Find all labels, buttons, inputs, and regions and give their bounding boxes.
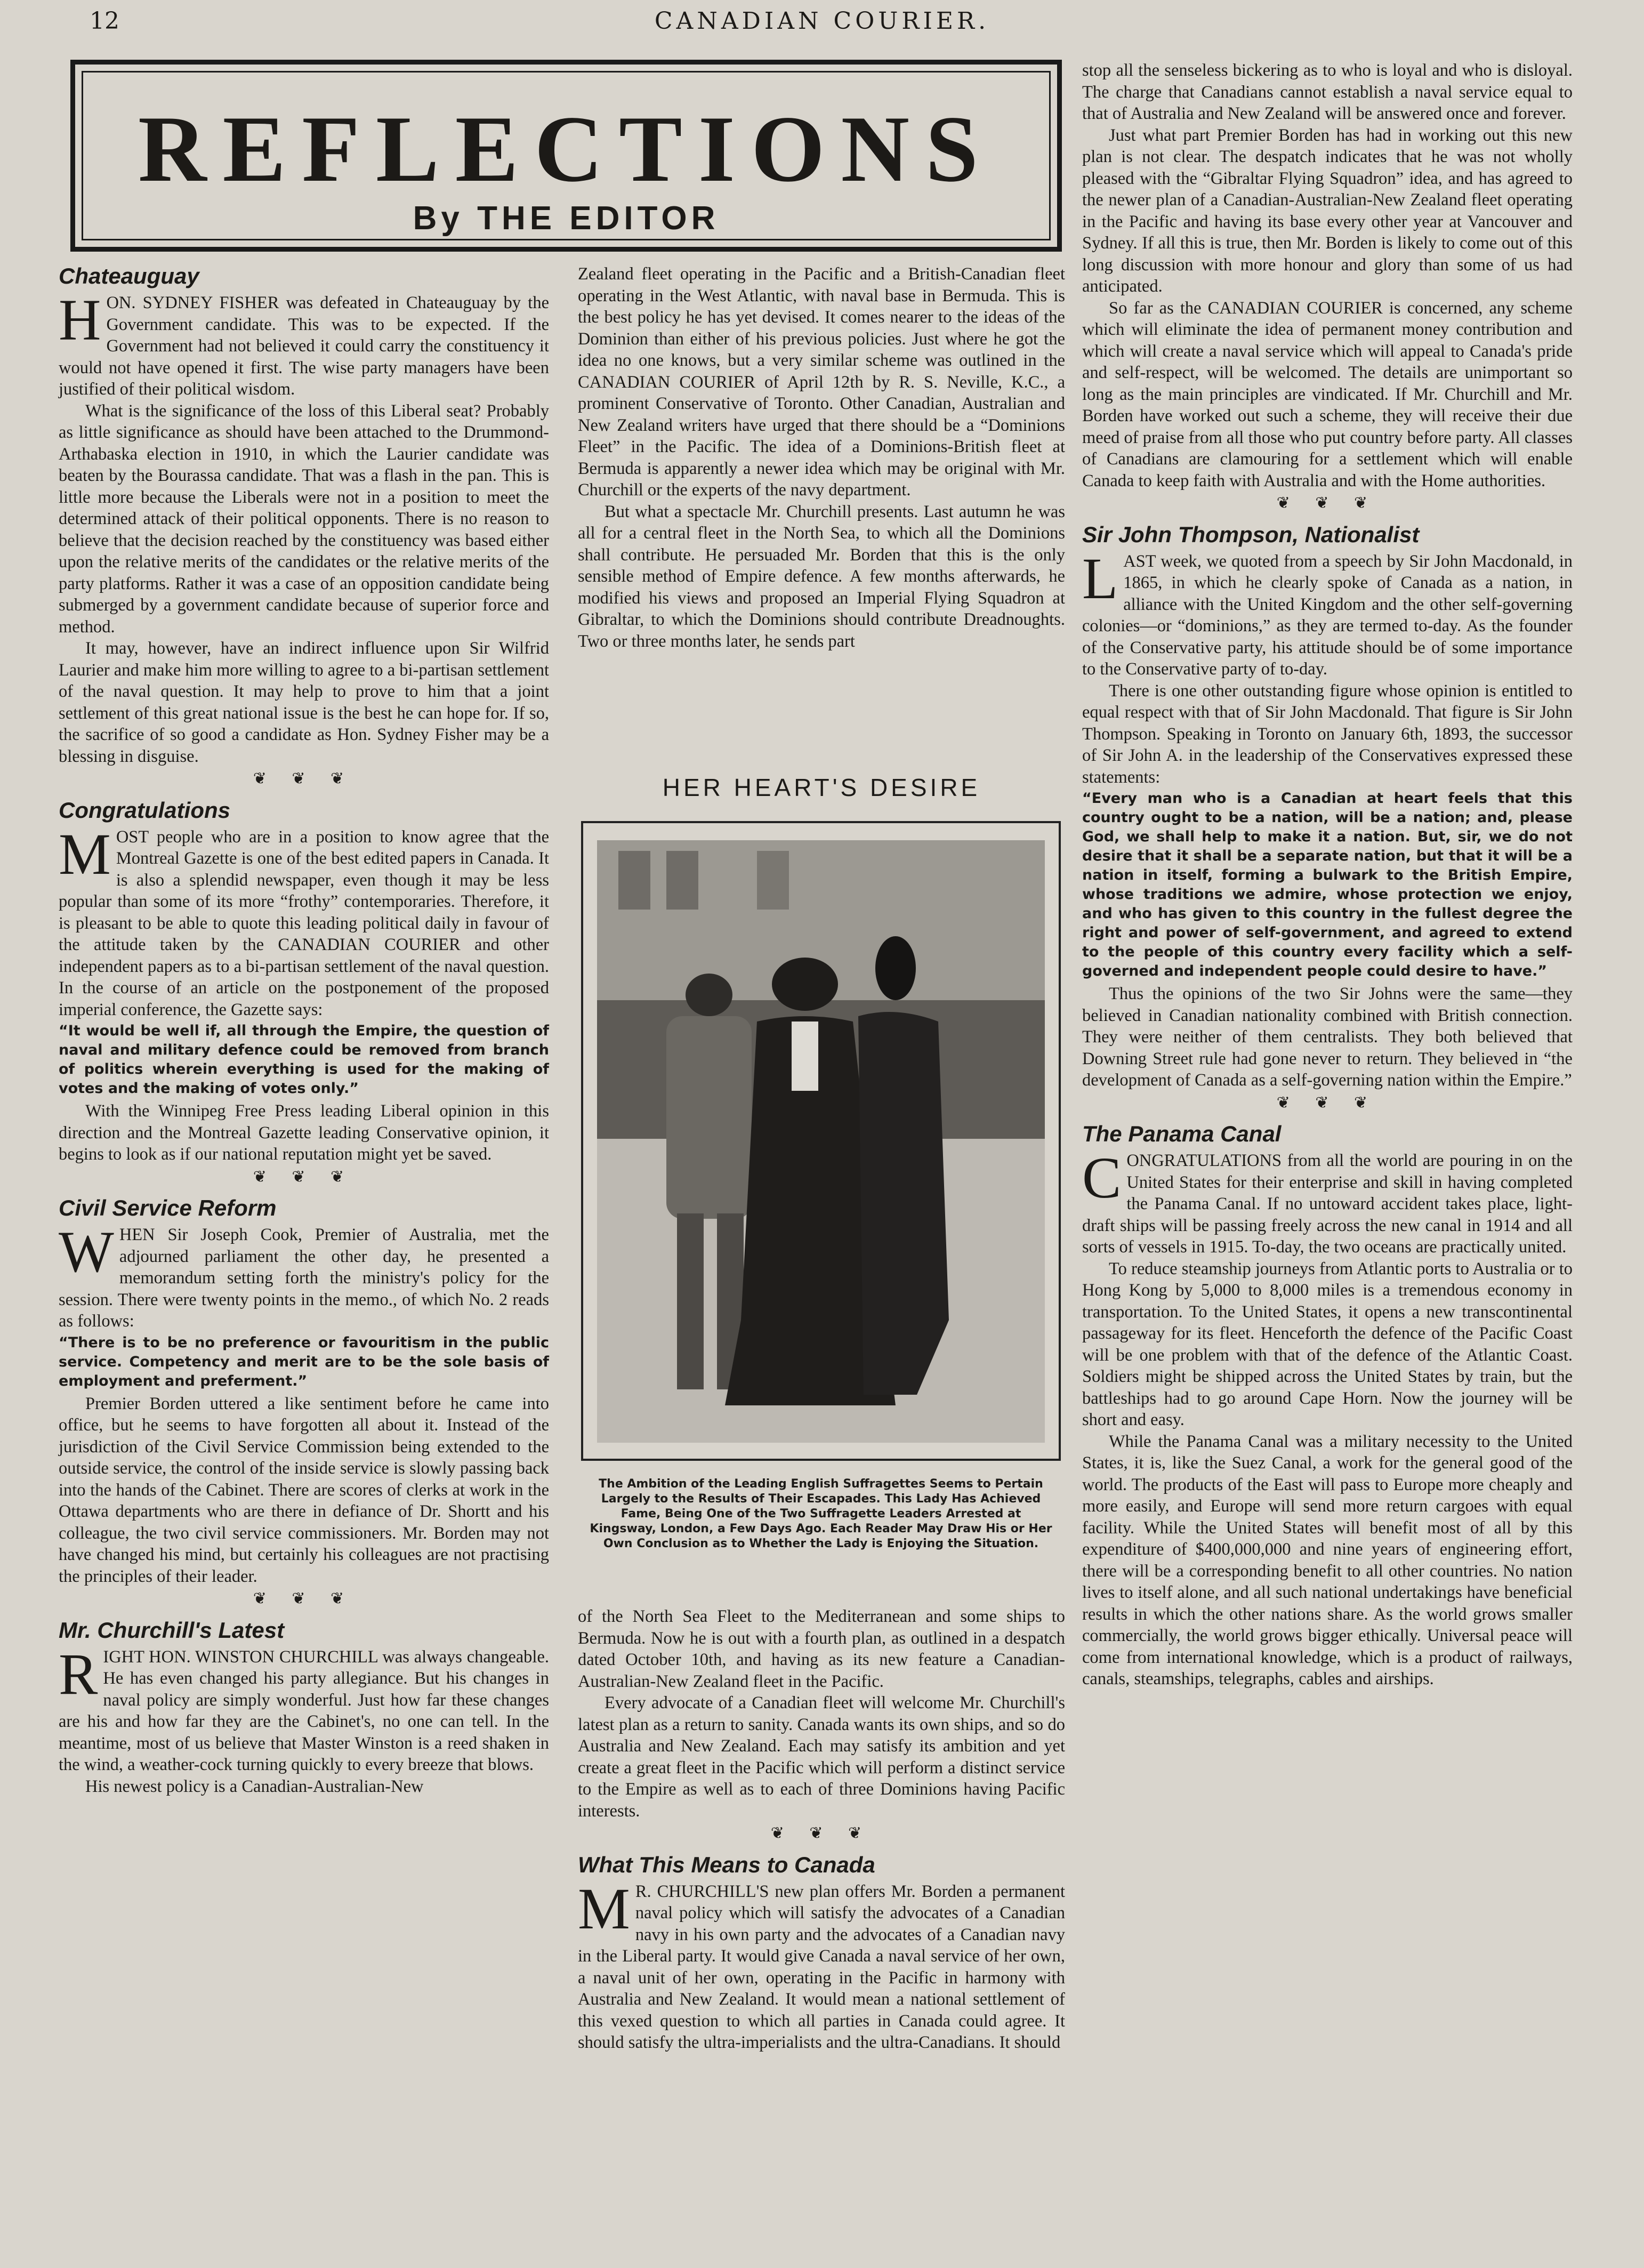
paragraph-text: R. CHURCHILL'S new plan offers Mr. Borden a permanent naval policy which will satisfy the advocates of a Canadian navy in his own party and the advocates of a Canadian navy in the Liberal party. It would give Canada a naval service of her own, a naval unit of her own, operating in the Pacific in harmony with Australia and New Zealand. It would mean a national settlement of this vexed question to which all parties in Canada could agree. It should satisfy the ultra-imperialists and the ultra-Canadians. It should (578, 1881, 1065, 2052)
paragraph: Thus the opinions of the two Sir Johns were the same—they believed in Canadian nationality combined with British connection. They were neither of them centralists. They both believed that Downing Street rule had gone never to return. They believed in “the development of Canada as a self-governing nation within the Empire.” (1082, 984, 1573, 1090)
photo-caption: The Ambition of the Leading English Suffragettes Seems to Pertain Largely to the Results of Their Escapades. This Lady Has Achieved Fame, Being One of the Two Suffragette Leaders Arrested at Kingsway, London, a Few Days Ago. Each Reader May Draw His or Her Own Conclusion as to Whether the Lady is Enjoying the Situation. (590, 1477, 1052, 1550)
photo-heading: HER HEART'S DESIRE (662, 774, 981, 801)
paragraph: of the North Sea Fleet to the Mediterranean and some ships to Bermuda. Now he is out with a fourth plan, as outlined in a despatch dated October 10th, and having as its new feature a Canadian-Australian-New Zealand fleet in the Pacific. (578, 1607, 1065, 1691)
paragraph: What is the significance of the loss of this Liberal seat? Probably as little significance as should have been attached to the Drummond-Arthabaska election in 1910, in which the Laurier candidate was beaten by the Bourassa candidate. That was a flash in the pan. This is little more because the Liberals were not in a position to meet the determined attack of their political opponents. There is no reason to believe that the decision reached by the constituency was based either upon the relative merits of the candidates or the relative merits of the party platforms. Rather it was a case of an opposition candidate being submerged by a government candidate because of superior force and method. (59, 401, 549, 637)
paragraph-text: ON. SYDNEY FISHER was defeated in Chateauguay by the Government candidate. This was to be expected. If the Government had not believed it could carry the constituency it would not have opened it first. The wise party managers have been justified of their political wisdom. (59, 293, 549, 399)
paragraph: So far as the CANADIAN COURIER is concerned, any scheme which will eliminate the idea of permanent money contribution and which will create a naval service which will appeal to Canada's pride and self-respect, will be welcomed. The details are unimportant so long as the main principles are vindicated. If Mr. Churchill and Mr. Borden have worked out such a scheme, they will receive their due meed of praise from all those who put country before party. All classes of Canadians are clamouring for a settlement which will enable Canada to keep faith with Australia and with the Home authorities. (1082, 298, 1573, 490)
section-heading-chateauguay: Chateauguay (59, 263, 199, 288)
paragraph: With the Winnipeg Free Press leading Liberal opinion in this direction and the Montreal Gazette leading Conservative opinion, it begins to look as if our national reputation might yet be saved. (59, 1101, 549, 1164)
paragraph: It may, however, have an indirect influence upon Sir Wilfrid Laurier and make him more willing to agree to a bi-partisan settlement of the naval question. It may help to prove to him that a joint settlement of this great national issue is the best he can hope for. If so, the sacrifice of so good a candidate as Hon. Sydney Fisher may be a blessing in disguise. (59, 639, 549, 766)
paragraph (1082, 1145, 1573, 1258)
section-heading-panama: The Panama Canal (1082, 1121, 1282, 1146)
section-ornament: ❦ ❦ ❦ (253, 1168, 355, 1186)
page-number: 12 (90, 7, 119, 35)
drop-cap: W (59, 1219, 114, 1284)
paragraph-text: AST week, we quoted from a speech by Sir John Macdonald, in 1865, in which he clearly spoke of Canada as a nation, in alliance with the United Kingdom and the other self-governing colonies—or “dominions,” as they are termed to-day. As the founder of the Conservative party, his attitude should be of some importance to the Conservative party of to-day. (1082, 551, 1573, 679)
paragraph-text: HEN Sir Joseph Cook, Premier of Australia, met the adjourned parliament the other day, he presented a memorandum setting forth the ministry's policy for the session. There were twenty points in the memo., of which No. 2 reads as follows: (59, 1225, 549, 1331)
section-ornament: ❦ ❦ ❦ (770, 1824, 873, 1842)
paragraph: His newest policy is a Canadian-Australian-New (85, 1776, 424, 1796)
drop-cap: R (59, 1641, 98, 1707)
drop-cap: L (1082, 545, 1118, 611)
paragraph-text: IGHT HON. WINSTON CHURCHILL was always changeable. He has even changed his party allegiance. But his changes in naval policy are simply wonderful. Just how far these changes are his and how far they are the Cabinet's, no one can tell. In the meantime, most of us believe that Master Winston is a reed shaken in the wind, a weather-cock turning quickly to every breeze that blows. (59, 1647, 549, 1774)
paragraph (59, 1641, 549, 1776)
paragraph: Just what part Premier Borden has had in working out this new plan is not clear. The despatch indicates that he was not wholly pleased with the “Gibraltar Flying Squadron” idea, and has agreed to the newer plan of a Canadian-Australian-New Zealand fleet operating in the Pacific and having its base every other year at Vancouver and Sydney. If all this is true, then Mr. Borden is likely to come out of this long discussion with more honour and glory than some of us had anticipated. (1082, 125, 1573, 296)
section-heading-means-to-canada: What This Means to Canada (578, 1852, 875, 1877)
masthead-title: REFLECTIONS (138, 96, 994, 202)
drop-cap: H (59, 287, 101, 352)
column-2-bottom (578, 1606, 1065, 2054)
section-ornament: ❦ ❦ ❦ (253, 1590, 355, 1607)
masthead (70, 60, 1062, 252)
paragraph-text: OST people who are in a position to know agree that the Montreal Gazette is one of the best edited papers in Canada. It is also a splendid newspaper, even though it may be less popular than some of its more “frothy” contemporaries. Therefore, it is pleasant to be able to quote this leading political daily in favour of the attitude taken by the CANADIAN COURIER and other independent papers as to a bi-partisan settlement of the naval question. In the course of an article on the postponement of the proposed imperial conference, the Gazette says: (59, 827, 549, 1019)
paragraph: But what a spectacle Mr. Churchill presents. Last autumn he was all for a central fleet in the North Sea, to which all the Dominions shall contribute. He persuaded Mr. Borden that this is the only sensible method of Empire defence. A few months afterwards, he modified his views and proposed an Imperial Flying Squadron at Gibraltar, to which the Dominions should contribute Dreadnoughts. Two or three months later, he sends part (578, 502, 1065, 651)
paragraph: Every advocate of a Canadian fleet will welcome Mr. Churchill's latest plan as a return to sanity. Canada wants its own ships, and so do Australia and New Zealand. Each may satisfy its ambition and yet create a great fleet in the Pacific which will perform a distinct service to the Empire as well as to each of three Dominions having Pacific interests. (578, 1693, 1065, 1821)
paragraph: To reduce steamship journeys from Atlantic ports to Australia or to Hong Kong by 5,000 to 8,000 miles is a tremendous economy in transportation. To the United States, it opens a new transcontinental passageway for its fleet. Henceforth the defence of the Pacific Coast will be one problem with that of the defence of the Atlantic Coast. Soldiers might be shipped across the United States by train, but the battleships had to go around Cape Horn. Now the journey will be short and easy. (1082, 1259, 1573, 1429)
paragraph: While the Panama Canal was a military necessity to the United States, it is, like the Suez Canal, a work for the general good of the world. The products of the East will pass to Europe more cheaply and more easily, and Europe will send more return cargoes with equal facility. While the United States will benefit most of all by this expenditure of $400,000,000 and nine years of engineering effort, there will be a corresponding benefit to all other countries. No nation lives to itself alone, and all such national undertakings have beneficial results in which the other nations share. As the world grows smaller commercially, the world grows bigger ethically. Universal peace will come from international knowledge, which is a product of railways, canals, steamships, telegraphs, cables and airships. (1082, 1431, 1573, 1688)
drop-cap: M (59, 821, 111, 887)
suffragette-photograph (597, 840, 1045, 1443)
paragraph-text: ONGRATULATIONS from all the world are pouring in on the United States for their enterprise and skill in having completed the Panama Canal. If no untoward accident takes place, light-draft ships will be passing freely across the new canal in 1914 and all sorts of vessels in 1915. To-day, the two oceans are practically united. (1082, 1151, 1573, 1257)
column-3 (1082, 60, 1573, 1690)
drop-cap: C (1082, 1145, 1122, 1210)
section-ornament: ❦ ❦ ❦ (1276, 1093, 1379, 1112)
paragraph (1082, 545, 1573, 680)
block-quote: “It would be well if, all through the Empire, the question of naval and military defence could be removed from branch of politics wherein everything is used for the making of votes and the making of votes only.” (59, 1023, 549, 1097)
paragraph: Premier Borden uttered a like sentiment before he came into office, but he seems to have forgotten all about it. Instead of the jurisdiction of the Civil Service Commission being extended to the outside service, the control of the inside service is slowly passing back into the hands of the Cabinet. There are scores of clerks at work in the Ottawa departments who are there in defiance of Dr. Shortt and his colleague, the two civil service commissioners. Mr. Borden may not have changed his mind, but certainly his colleagues are not practising the principles of their leader. (59, 1394, 549, 1586)
column-2-top (578, 263, 1065, 652)
paragraph: There is one other outstanding figure whose opinion is entitled to equal respect with that of Sir John Macdonald. That figure is Sir John Thompson. Speaking in Toronto on January 6th, 1893, the successor of Sir John A. in the leadership of the Conservatives expressed these statements: (1082, 681, 1573, 787)
paragraph (578, 1876, 1065, 2054)
section-heading-civil-service: Civil Service Reform (59, 1195, 277, 1220)
section-ornament: ❦ ❦ ❦ (253, 770, 355, 787)
photo-illustration (597, 840, 1045, 1443)
section-heading-thompson: Sir John Thompson, Nationalist (1082, 521, 1420, 547)
masthead-inner-border (82, 71, 1051, 240)
paragraph (59, 287, 549, 400)
journal-title: CANADIAN COURIER. (654, 7, 990, 35)
paragraph (59, 821, 549, 1021)
drop-cap: M (578, 1876, 630, 1941)
block-quote: “Every man who is a Canadian at heart feels that this country ought to be a nation, will be a nation; and, please God, we shall help to make it a nation. But, sir, we do not desire that it shall be a separate nation, but that it will be a nation in itself, forming a bulwark to the British Empire, whose traditions we admire, whose protection we enjoy, and who has given to this country in the fullest degree the right and power of self-government, and agreed to extend to the people of this country every facility which a self-governed and independent people could desire to have.” (1082, 790, 1573, 979)
paragraph: stop all the senseless bickering as to who is loyal and who is disloyal. The charge that Canadians cannot establish a naval service equal to that of Australia and New Zealand will be answered once and forever. (1082, 61, 1573, 123)
paragraph (59, 1219, 549, 1332)
section-heading-congratulations: Congratulations (59, 797, 230, 823)
running-head (0, 7, 1644, 39)
section-heading-churchill: Mr. Churchill's Latest (59, 1617, 285, 1643)
block-quote: “There is to be no preference or favouritism in the public service. Competency and merit are to be the sole basis of employment and preferment.” (59, 1334, 549, 1389)
photo-frame (581, 821, 1061, 1461)
column-1 (59, 263, 549, 1797)
paragraph: Zealand fleet operating in the Pacific and a British-Canadian fleet operating in the West Atlantic, with naval base in Bermuda. This is the best policy he has yet devised. It comes nearer to the ideas of the Dominion than either of his previous policies. Just where he got the idea no one knows, but a very similar scheme was outlined in the CANADIAN COURIER of April 12th by R. S. Neville, K.C., a prominent Conservative of Toronto. Other Canadian, Australian and New Zealand writers have urged that there should be a “Dominions Fleet” in the Pacific. The idea of a Dominions-British fleet at Bermuda is apparently a newer idea which may be original with Mr. Churchill or the experts of the navy department. (578, 264, 1065, 500)
section-ornament: ❦ ❦ ❦ (1276, 494, 1379, 512)
masthead-byline: By THE EDITOR (413, 200, 720, 237)
